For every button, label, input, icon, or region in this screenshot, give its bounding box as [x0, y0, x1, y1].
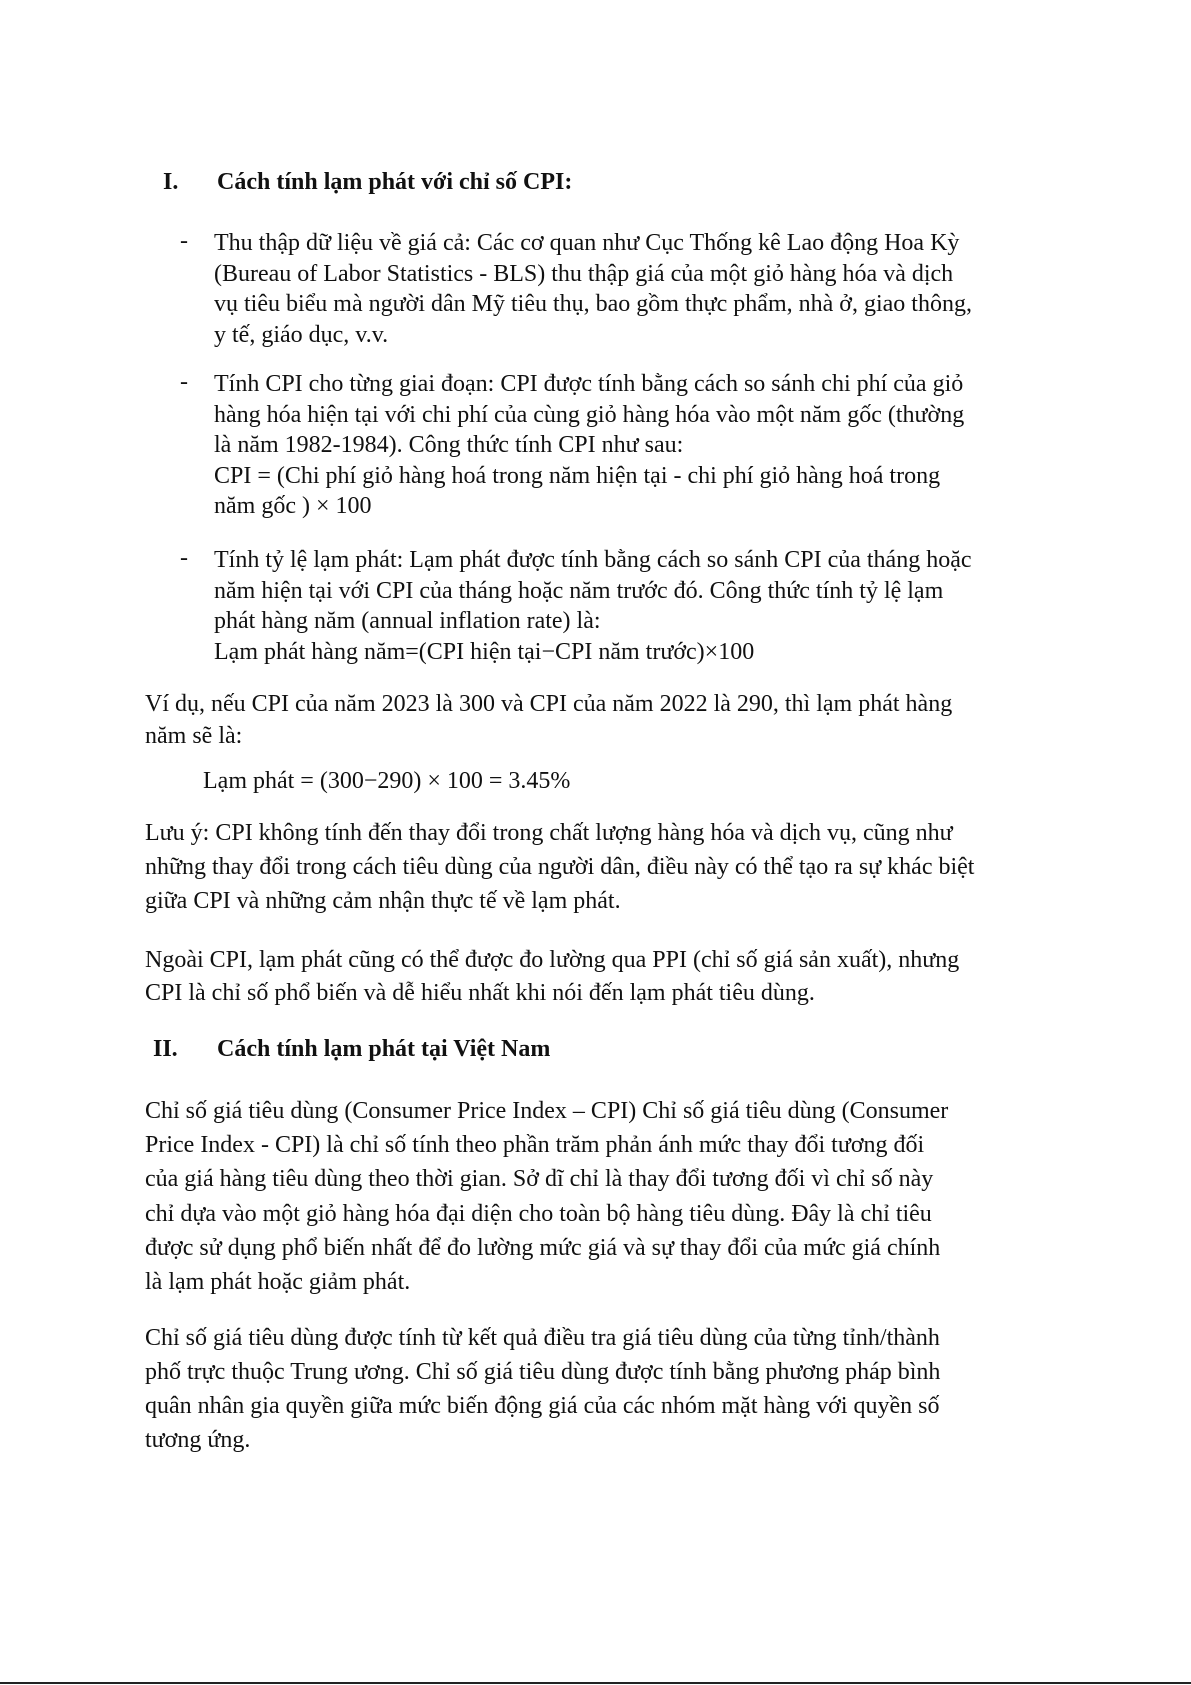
- bullet-1-line-1: Thu thập dữ liệu về giá cả: Các cơ quan như Cục Thống kê Lao động Hoa Kỳ: [214, 230, 960, 256]
- bullet-2-line-1: Tính CPI cho từng giai đoạn: CPI được tính bằng cách so sánh chi phí của giỏ: [214, 371, 964, 397]
- page-bottom-edge: [0, 1682, 1191, 1684]
- vn-p1-line-5: được sử dụng phổ biến nhất để đo lường mức giá và sự thay đổi của mức giá chính: [145, 1234, 941, 1261]
- ppi-line-2: CPI là chỉ số phổ biến và dễ hiểu nhất khi nói đến lạm phát tiêu dùng.: [145, 980, 815, 1006]
- note-line-2: những thay đổi trong cách tiêu dùng của người dân, điều này có thể tạo ra sự khác biệt: [145, 854, 975, 880]
- example-formula: Lạm phát = (300−290) × 100 = 3.45%: [203, 768, 571, 794]
- bullet-1-marker: -: [180, 228, 188, 254]
- bullet-3-line-4: Lạm phát hàng năm=(CPI hiện tại−CPI năm trước)×100: [214, 638, 755, 665]
- vn-p2-line-4: tương ứng.: [145, 1427, 251, 1453]
- bullet-2: [214, 369, 1044, 522]
- vn-p1-line-2: Price Index - CPI) là chỉ số tính theo phần trăm phản ánh mức thay đổi tương đối: [145, 1132, 925, 1159]
- ppi-paragraph: [145, 944, 1045, 1010]
- bullet-1-line-4: y tế, giáo dục, v.v.: [214, 321, 389, 348]
- note-line-1: Lưu ý: CPI không tính đến thay đổi trong chất lượng hàng hóa và dịch vụ, cũng như: [145, 820, 953, 846]
- vn-p1-line-3: của giá hàng tiêu dùng theo thời gian. Sở dĩ chỉ là thay đổi tương đối vì chỉ số này: [145, 1166, 934, 1193]
- bullet-1: [214, 228, 1044, 350]
- note-paragraph: [145, 816, 1045, 918]
- vn-p2-line-1: Chỉ số giá tiêu dùng được tính từ kết quả điều tra giá tiêu dùng của từng tỉnh/thành: [145, 1325, 940, 1351]
- vn-p2-line-2: phố trực thuộc Trung ương. Chỉ số giá tiêu dùng được tính bằng phương pháp bình: [145, 1359, 941, 1385]
- section-2-title: Cách tính lạm phát tại Việt Nam: [217, 1036, 551, 1062]
- bullet-2-line-4: CPI = (Chi phí giỏ hàng hoá trong năm hiện tại - chi phí giỏ hàng hoá trong: [214, 462, 941, 489]
- section-1-number: I.: [163, 169, 179, 195]
- ppi-line-1: Ngoài CPI, lạm phát cũng có thể được đo lường qua PPI (chỉ số giá sản xuất), nhưng: [145, 947, 960, 973]
- bullet-2-marker: -: [180, 369, 188, 395]
- vn-cpi-paragraph-2: [145, 1321, 1045, 1457]
- example-paragraph: [145, 688, 1045, 752]
- bullet-2-line-3: là năm 1982-1984). Công thức tính CPI như sau:: [214, 432, 684, 458]
- bullet-3-marker: -: [180, 545, 188, 571]
- vn-p1-line-4: chỉ dựa vào một giỏ hàng hóa đại diện cho toàn bộ hàng tiêu dùng. Đây là chỉ tiêu: [145, 1200, 932, 1227]
- bullet-1-line-2: (Bureau of Labor Statistics - BLS) thu thập giá của một giỏ hàng hóa và dịch: [214, 260, 954, 287]
- vn-p1-line-6: là lạm phát hoặc giảm phát.: [145, 1269, 411, 1296]
- bullet-3-line-2: năm hiện tại với CPI của tháng hoặc năm trước đó. Công thức tính tỷ lệ lạm: [214, 577, 944, 604]
- example-line-2: năm sẽ là:: [145, 723, 243, 749]
- section-2-number: II.: [153, 1036, 178, 1062]
- bullet-1-line-3: vụ tiêu biểu mà người dân Mỹ tiêu thụ, bao gồm thực phẩm, nhà ở, giao thông,: [214, 291, 972, 317]
- vn-cpi-paragraph-1: [145, 1094, 1045, 1299]
- bullet-3: [214, 545, 1044, 667]
- note-line-3: giữa CPI và những cảm nhận thực tế về lạm phát.: [145, 888, 621, 914]
- bullet-2-line-5: năm gốc ) × 100: [214, 493, 372, 519]
- bullet-3-line-3: phát hàng năm (annual inflation rate) là:: [214, 608, 601, 634]
- vn-p1-line-1: Chỉ số giá tiêu dùng (Consumer Price Index – CPI) Chỉ số giá tiêu dùng (Consumer: [145, 1098, 949, 1124]
- section-1-title: Cách tính lạm phát với chỉ số CPI:: [217, 169, 573, 195]
- bullet-3-line-1: Tính tỷ lệ lạm phát: Lạm phát được tính bằng cách so sánh CPI của tháng hoặc: [214, 547, 972, 573]
- bullet-2-line-2: hàng hóa hiện tại với chi phí của cùng giỏ hàng hóa vào một năm gốc (thường: [214, 401, 965, 428]
- vn-p2-line-3: quân nhân gia quyền giữa mức biến động giá của các nhóm mặt hàng với quyền số: [145, 1393, 940, 1419]
- example-line-1: Ví dụ, nếu CPI của năm 2023 là 300 và CPI của năm 2022 là 290, thì lạm phát hàng: [145, 691, 953, 717]
